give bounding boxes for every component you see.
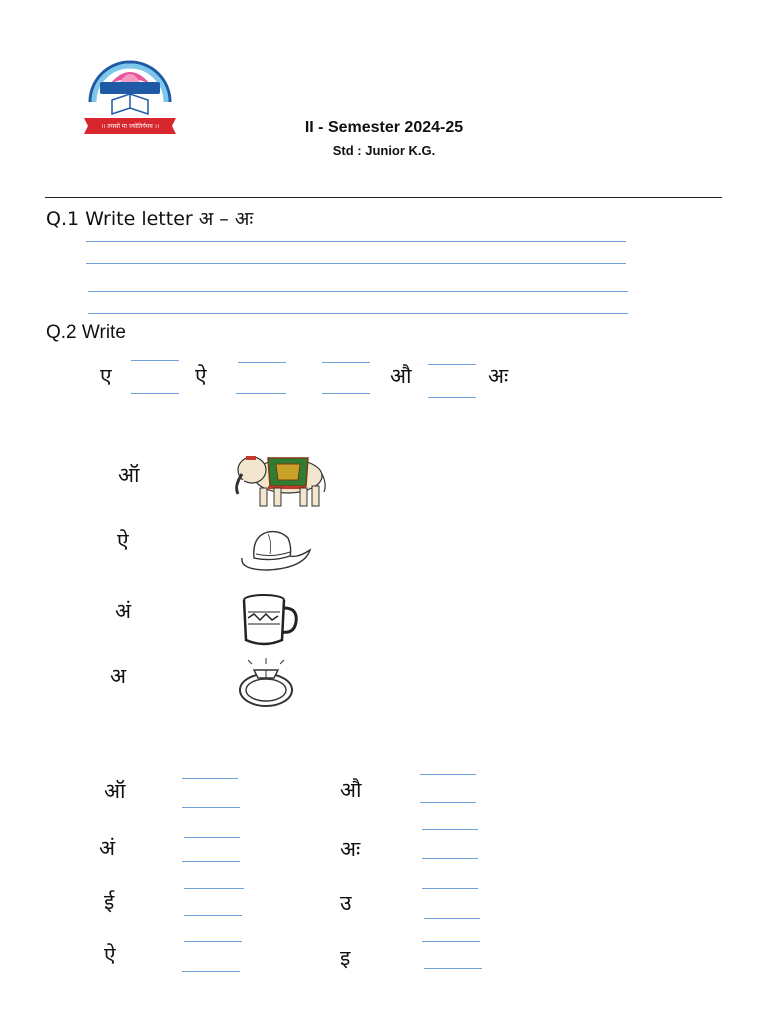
fill-blank-bottom[interactable] [182, 971, 240, 972]
fill-blank-top[interactable] [422, 829, 478, 830]
q1-label: Q.1 Write letter अ – अः [46, 208, 254, 230]
fill-letter: औ [340, 778, 362, 802]
fill-blank-top[interactable] [422, 888, 478, 889]
fill-blank-bottom[interactable] [420, 802, 476, 803]
hat-icon [238, 528, 312, 572]
q2-blank-top[interactable] [238, 362, 286, 363]
fill-blank-top[interactable] [182, 778, 238, 779]
fill-letter: अः [340, 837, 361, 861]
fill-blank-bottom[interactable] [424, 968, 482, 969]
fill-blank-bottom[interactable] [182, 861, 240, 862]
fill-letter: ऐ [104, 943, 116, 967]
q2-blank-top[interactable] [428, 364, 476, 365]
fill-blank-top[interactable] [420, 774, 476, 775]
fill-letter: इ [340, 946, 351, 970]
fill-blank-bottom[interactable] [184, 915, 242, 916]
match-letter: अ [110, 664, 127, 688]
fill-letter: ऑ [104, 779, 126, 803]
elephant-icon [230, 452, 328, 508]
fill-letter: अं [99, 836, 116, 860]
q2-letter: ऐ [195, 364, 207, 388]
header-divider [45, 197, 722, 198]
fill-blank-bottom[interactable] [182, 807, 240, 808]
semester-title: II - Semester 2024-25 [304, 119, 464, 136]
q2-blank-bottom[interactable] [236, 393, 286, 394]
q2-blank-top[interactable] [322, 362, 370, 363]
q1-writing-line[interactable] [86, 241, 626, 242]
q2-letter: अः [488, 364, 509, 388]
match-letter: ऐ [117, 529, 129, 553]
q2-blank-top[interactable] [131, 360, 179, 361]
q2-blank-bottom[interactable] [131, 393, 179, 394]
fill-blank-top[interactable] [184, 888, 244, 889]
fill-letter: ई [104, 890, 115, 914]
q1-writing-line[interactable] [86, 263, 626, 264]
standard-title: Std : Junior K.G. [332, 143, 436, 158]
q2-letter: ए [100, 364, 112, 388]
match-letter: अं [115, 599, 132, 623]
fill-blank-bottom[interactable] [422, 858, 478, 859]
fill-blank-bottom[interactable] [424, 918, 480, 919]
match-letter: ऑ [118, 463, 140, 487]
fill-letter: उ [340, 891, 352, 915]
q2-label: Q.2 Write [46, 322, 126, 343]
q2-blank-bottom[interactable] [428, 397, 476, 398]
fill-blank-top[interactable] [184, 941, 242, 942]
q1-writing-line[interactable] [88, 313, 628, 314]
q2-blank-bottom[interactable] [322, 393, 370, 394]
q1-writing-line[interactable] [88, 291, 628, 292]
fill-blank-top[interactable] [422, 941, 480, 942]
fill-blank-top[interactable] [184, 837, 240, 838]
q2-letter: औ [390, 364, 412, 388]
logo-motto: ।। तमसो मा ज्योतिर्गमय ।। [100, 123, 160, 130]
ring-icon [238, 656, 298, 708]
mug-icon [240, 592, 300, 648]
